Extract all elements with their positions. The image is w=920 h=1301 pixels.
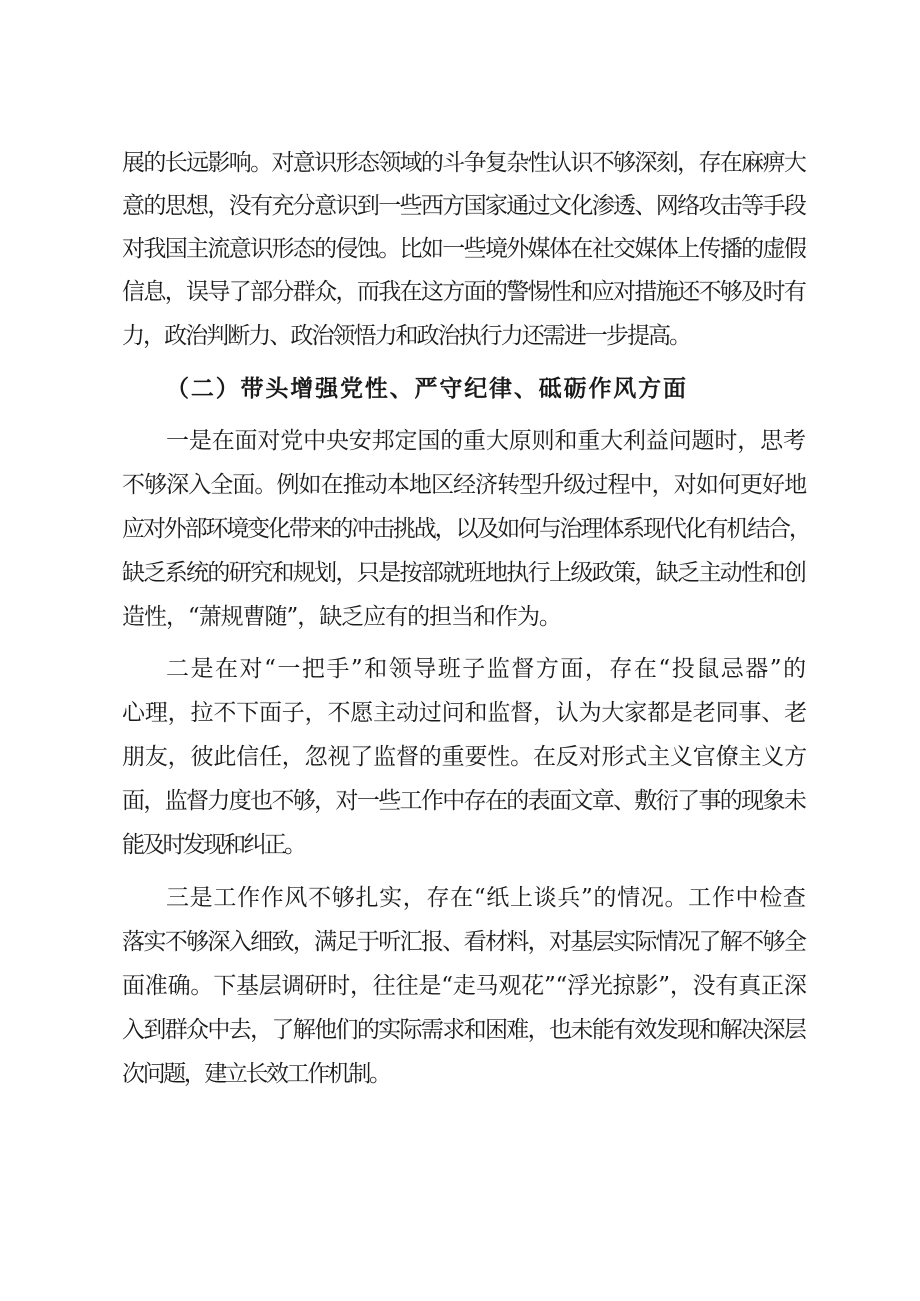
- paragraph-line: [0, 272, 920, 312]
- paragraph-line-text: 意的思想，没有充分意识到一些西方国家通过文化渗透、网络攻击等手段: [122, 193, 806, 219]
- paragraph-line: [0, 1010, 920, 1050]
- paragraph-line-text: 缺乏系统的研究和规划，只是按部就班地执行上级政策，缺乏主动性和创: [122, 560, 806, 586]
- paragraph-line-text: 展的长远影响。对意识形态领域的斗争复杂性认识不够深刻，存在麻痹大: [122, 150, 806, 176]
- paragraph-line-text: 不够深入全面。例如在推动本地区经济转型升级过程中，对如何更好地: [122, 472, 807, 498]
- paragraph-line: [0, 229, 920, 269]
- paragraph-line: [0, 421, 920, 461]
- paragraph-line-text: 入到群众中去，了解他们的实际需求和困难，也未能有效发现和解决深层: [122, 1017, 806, 1043]
- paragraph-line-text: 信息，误导了部分群众，而我在这方面的警惕性和应对措施还不够及时有: [122, 279, 806, 305]
- paragraph-line: [0, 649, 920, 689]
- paragraph-line-text: 对我国主流意识形态的侵蚀。比如一些境外媒体在社交媒体上传播的虚假: [122, 236, 806, 262]
- section-heading-text: （二）带头增强党性、严守纪律、砥砺作风方面: [166, 375, 688, 402]
- paragraph-line: [0, 509, 920, 549]
- paragraph-line-text: 朋友，彼此信任，忽视了监督的重要性。在反对形式主义官僚主义方: [122, 744, 807, 770]
- paragraph-line: [0, 693, 920, 733]
- paragraph-line: [0, 878, 920, 918]
- paragraph-line: [0, 737, 920, 777]
- paragraph-line-text: 次问题，建立长效工作机制。: [122, 1061, 390, 1087]
- paragraph-line-text: 二是在对“一把手”和领导班子监督方面，存在“投鼠忌器”的: [166, 656, 808, 682]
- paragraph-line-text: 面准确。下基层调研时，往往是“走马观花”“浮光掠影”，没有真正深: [122, 973, 807, 999]
- section-heading: [0, 369, 920, 409]
- paragraph-line: [0, 781, 920, 821]
- paragraph-line-text: 一是在面对党中央安邦定国的重大原则和重大利益问题时，思考: [166, 428, 806, 454]
- paragraph-line: [0, 966, 920, 1006]
- paragraph-line-text: 能及时发现和纠正。: [122, 832, 305, 858]
- paragraph-line-text: 落实不够深入细致，满足于听汇报、看材料，对基层实际情况了解不够全: [122, 929, 806, 955]
- paragraph-line-text: 面，监督力度也不够，对一些工作中存在的表面文章、敷衍了事的现象未: [122, 788, 806, 814]
- paragraph-line: [0, 1054, 920, 1094]
- paragraph-line: [0, 316, 920, 356]
- paragraph-line: [0, 143, 920, 183]
- paragraph-line-text: 应对外部环境变化带来的冲击挑战，以及如何与治理体系现代化有机结合，: [122, 516, 810, 542]
- paragraph-line-text: 力，政治判断力、政治领悟力和政治执行力还需进一步提高。: [122, 323, 691, 349]
- paragraph-line: [0, 922, 920, 962]
- paragraph-line-text: 三是工作作风不够扎实，存在“纸上谈兵”的情况。工作中检查: [166, 885, 807, 911]
- paragraph-line: [0, 186, 920, 226]
- paragraph-line: [0, 465, 920, 505]
- paragraph-line-text: 造性，“萧规曹随”，缺乏应有的担当和作为。: [122, 604, 561, 630]
- paragraph-line: [0, 597, 920, 637]
- paragraph-line-text: 心理，拉不下面子，不愿主动过问和监督，认为大家都是老同事、老: [122, 700, 807, 726]
- paragraph-line: [0, 825, 920, 865]
- paragraph-line: [0, 553, 920, 593]
